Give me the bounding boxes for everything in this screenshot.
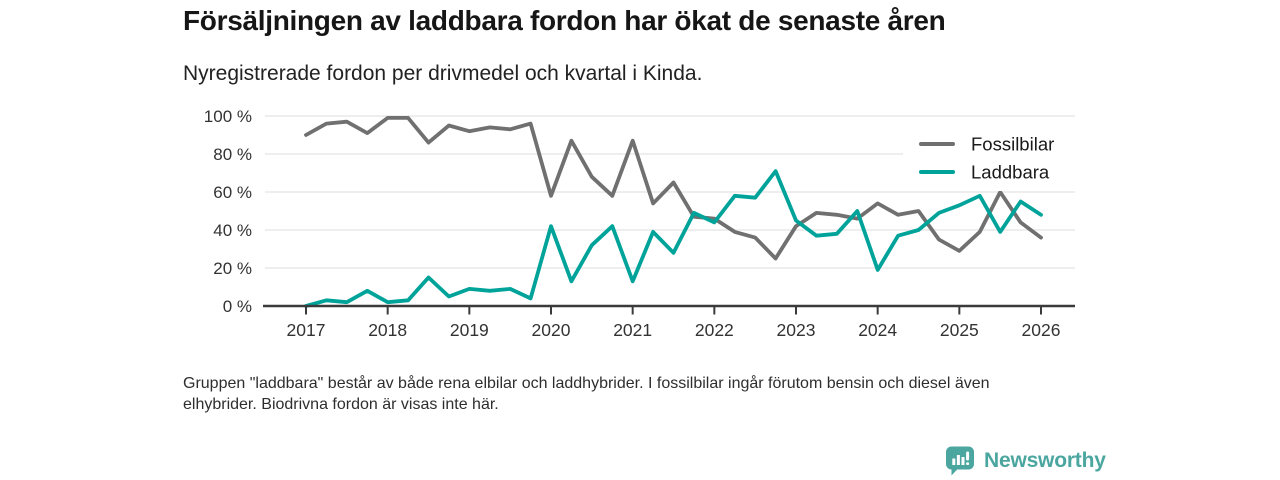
newsworthy-logo[interactable] xyxy=(944,445,1106,477)
y-tick-label: 60 % xyxy=(213,183,252,202)
x-tick-label: 2019 xyxy=(449,320,489,340)
page-subtitle: Nyregistrerade fordon per drivmedel och kvartal i Kinda. xyxy=(183,62,703,85)
series-line-laddbara xyxy=(306,171,1041,306)
x-tick-label: 2023 xyxy=(776,320,816,340)
y-tick-label: 0 % xyxy=(222,297,252,316)
legend-label-laddbara: Laddbara xyxy=(971,161,1050,183)
chart-footnote: Gruppen "laddbara" består av både rena elbilar och laddhybrider. I fossilbilar ingår förutom bensin och diesel även elhybrider. Biodrivna fordon är visas inte här. xyxy=(183,375,990,413)
x-tick-label: 2021 xyxy=(613,320,653,340)
x-tick-label: 2022 xyxy=(694,320,734,340)
legend-label-fossilbilar: Fossilbilar xyxy=(971,133,1055,155)
legend xyxy=(903,127,1085,191)
y-tick-label: 80 % xyxy=(213,145,252,164)
y-tick-label: 100 % xyxy=(203,107,252,126)
x-tick-label: 2025 xyxy=(939,320,979,340)
chart-axis-layer xyxy=(263,306,1075,340)
y-tick-label: 20 % xyxy=(213,259,252,278)
newsworthy-bar-chart-bubble-icon xyxy=(944,445,976,477)
x-tick-label: 2026 xyxy=(1021,320,1061,340)
x-tick-label: 2018 xyxy=(368,320,408,340)
x-tick-label: 2024 xyxy=(858,320,898,340)
y-tick-label: 40 % xyxy=(213,221,252,240)
page-title: Försäljningen av laddbara fordon har ökat de senaste åren xyxy=(183,5,946,36)
newsworthy-logo-text: Newsworthy xyxy=(984,449,1106,472)
x-tick-label: 2017 xyxy=(286,320,326,340)
chart-svg xyxy=(185,105,1085,355)
x-tick-label: 2020 xyxy=(531,320,571,340)
